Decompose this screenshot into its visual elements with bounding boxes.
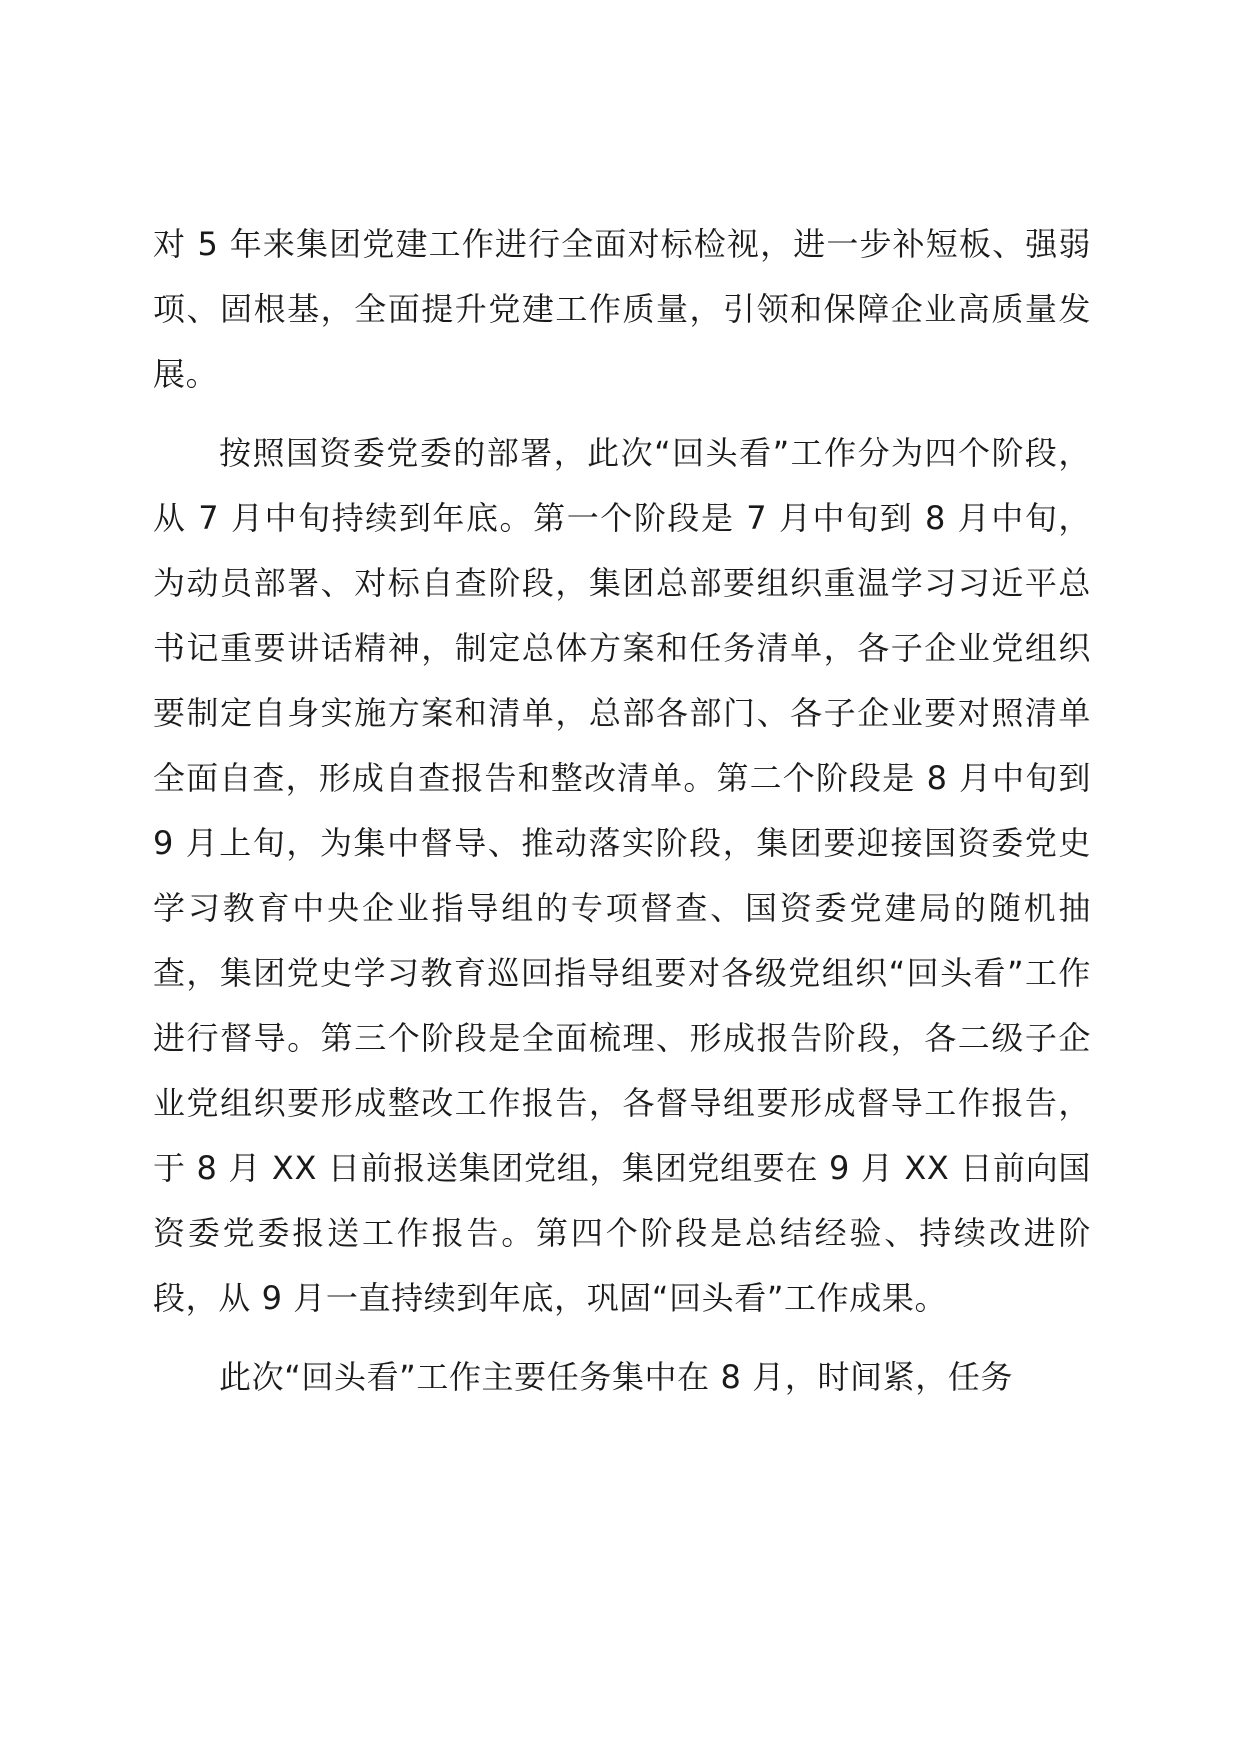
document-body [153,212,1091,1424]
paragraph-1: 对 5 年来集团党建工作进行全面对标检视，进一步补短板、强弱项、固根基，全面提升党建工作质量，引领和保障企业高质量发展。 [153,225,1091,393]
paragraph-2: 按照国资委党委的部署，此次“回头看”工作分为四个阶段，从 7 月中旬持续到年底。第一个阶段是 7 月中旬到 8 月中旬，为动员部署、对标自查阶段，集团总部要组织重温学习习近平总书记重要讲话精神，制定总体方案和任务清单，各子企业党组织要制定自身实施方案和清单，总部各部门、各子企业要对照清单全面自查，形成自查报告和整改清单。第二个阶段是 8 月中旬到 9 月上旬，为集中督导、推动落实阶段，集团要迎接国资委党史学习教育中央企业指导组的专项督查、国资委党建局的随机抽查，集团党史学习教育巡回指导组要对各级党组织“回头看”工作进行督导。第三个阶段是全面梳理、形成报告阶段，各二级子企业党组织要形成整改工作报告，各督导组要形成督导工作报告，于 8 月 XX 日前报送集团党组，集团党组要在 9 月 XX 日前向国资委党委报送工作报告。第四个阶段是总结经验、持续改进阶段，从 9 月一直持续到年底，巩固“回头看”工作成果。 [153,434,1091,1317]
paragraph-3: 此次“回头看”工作主要任务集中在 8 月，时间紧，任务 [219,1358,1014,1396]
